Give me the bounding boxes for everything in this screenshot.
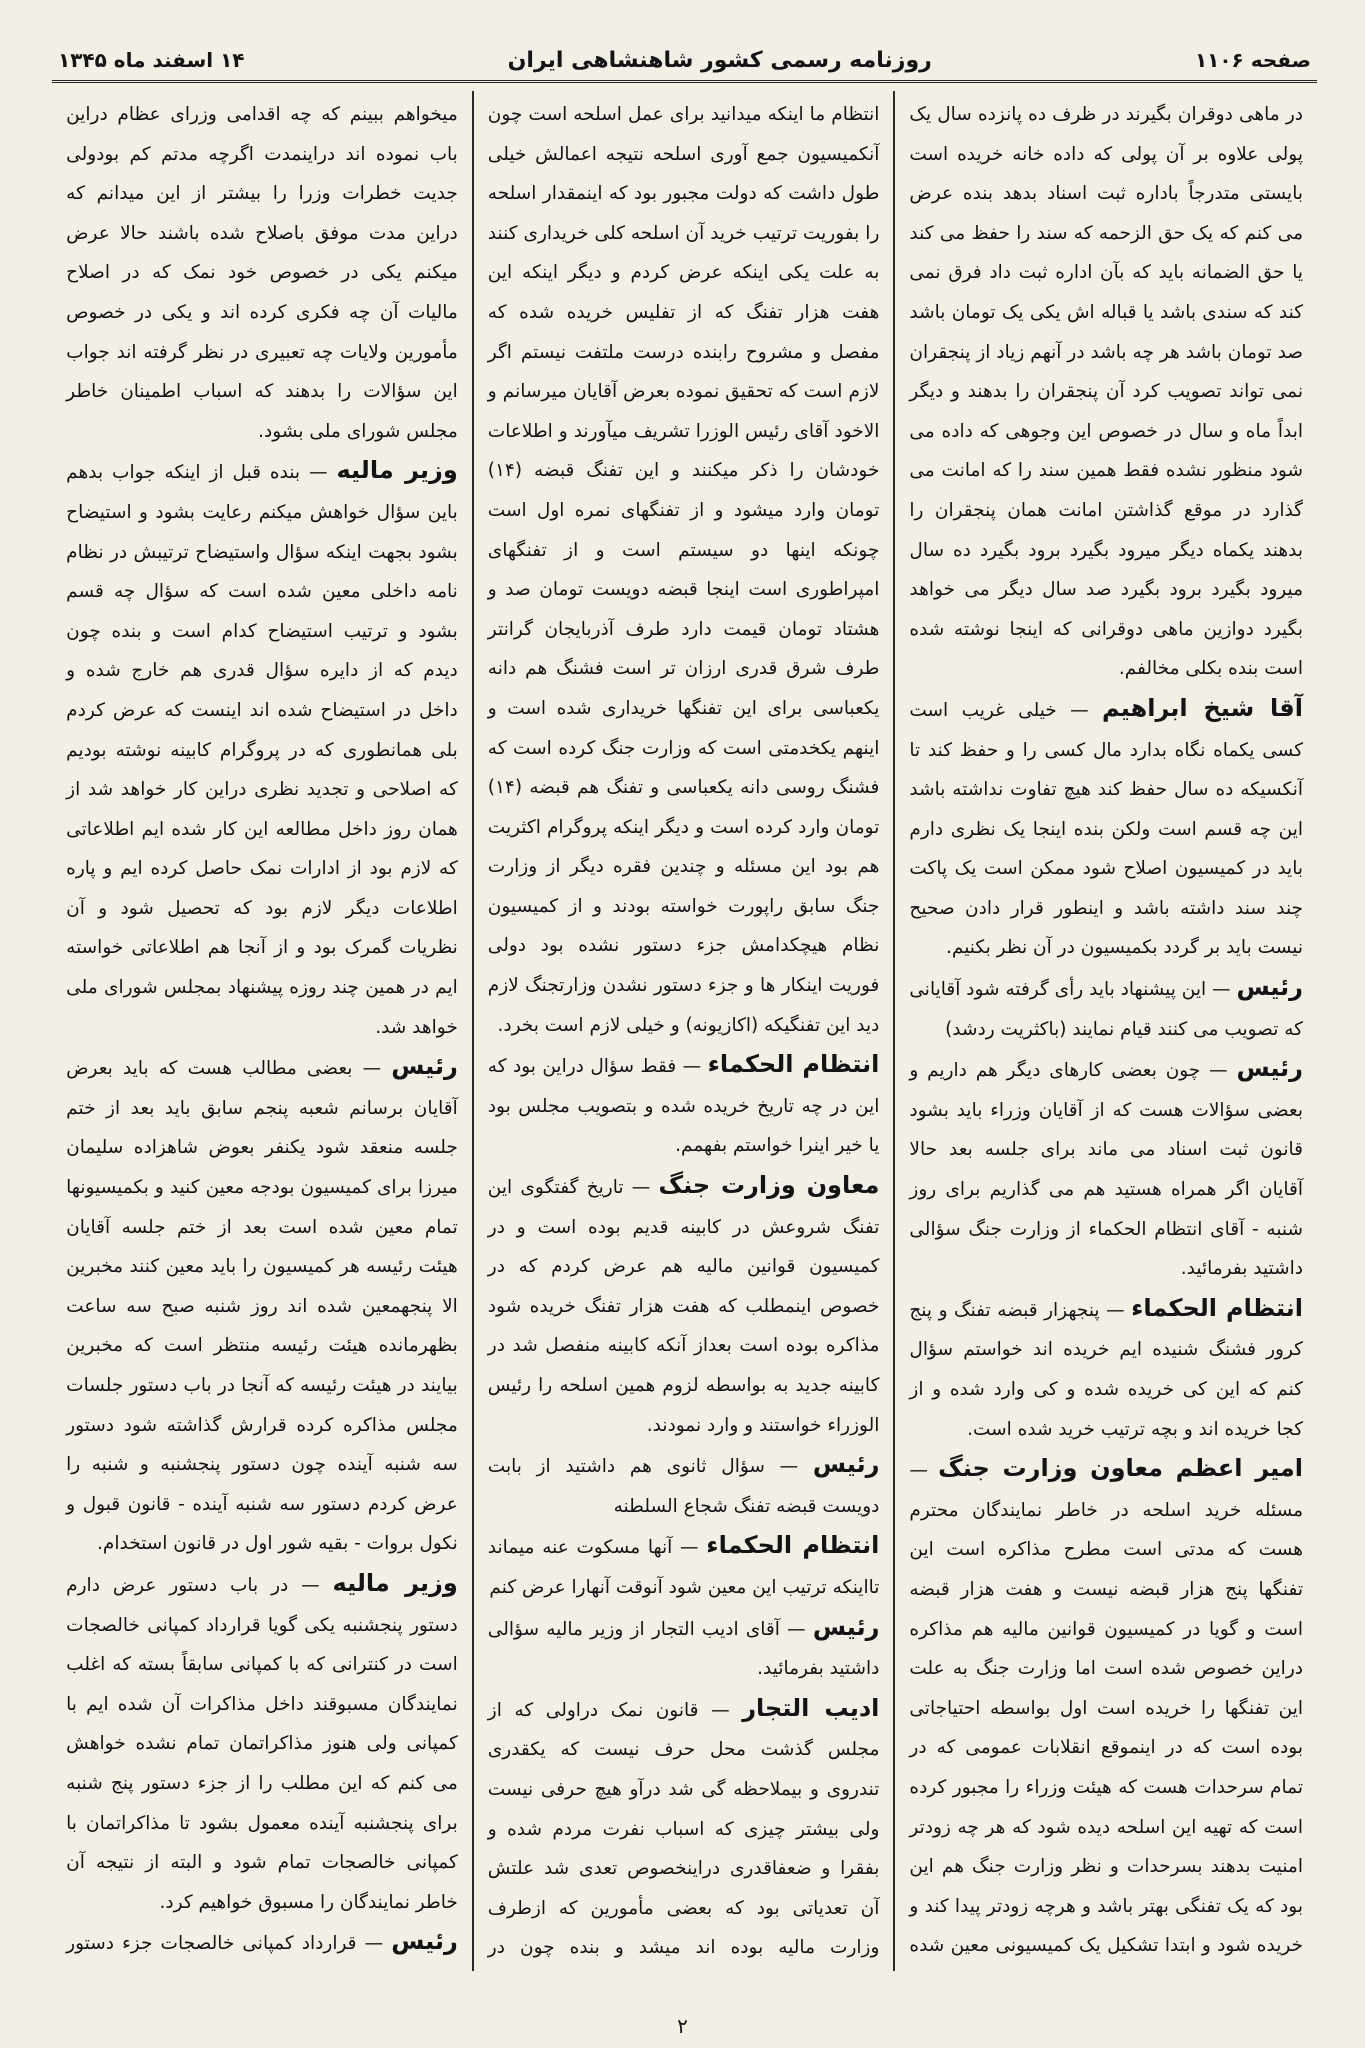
paragraph: امیر اعظم معاون وزارت جنگ — مسئله خرید اسلحه در خاطر نمایندگان محترم هست که مدتی است مطرح مذاکره است این تفنگها پنج هزار قبضه نیست و هفت هزار قبضه است و گویا در کمیسیون قوانین مالیه هم مذاکره دراین خصوص شده است اما وزارت جنگ به علت این تفنگها را خریده است اول بواسطه احتیاجاتی بوده است که در اینموقع انقلابات عمومی که در تمام سرحدات هست که هیئت وزراء را مجبور کرده است که تهیه این اسلحه دیده شود که هر چه زودتر امنیت بدهند بسرحدات و نظر وزارت جنگ هم این بود که یک تفنگی بهتر باشد و هرچه زودتر پیدا کند و خریده شود و ابتدا تشکیل یک کمیسیونی معین شده — [909, 1449, 1303, 1971]
paragraph: وزیر مالیه — در باب دستور عرض دارم دستور پنجشنبه یکی گویا قرارداد کمپانی خالصجات است در کنترانی که با کمپانی سابقاً بسته که اغلب نمایندگان مسبوقند داخل مذاکرات آن شده ایم با کمپانی ولی هنوز مذاکراتمان تمام نشده خواهش می کنم که این مطلب را از جزء دستور پنج شنبه برای پنجشنبه آینده معمول بشود تا مذاکراتمان با کمپانی خالصجات تمام شود و البته از نتیجه آن خاطر نمایندگان را مسبوق خواهیم کرد. — [66, 1568, 458, 1913]
speaker-name: انتظام الحکماء — [707, 1050, 880, 1079]
speaker-name: انتظام الحکماء — [706, 1531, 880, 1560]
paragraph-text: قرارداد کمپانی خالصجات جزء دستور — [66, 1933, 357, 1955]
speaker-name: انتظام الحکماء — [1131, 1293, 1304, 1322]
text-columns — [52, 91, 1317, 1971]
paragraph-text: در باب دستور عرض دارم دستور پنجشنبه یکی گویا قرارداد کمپانی خالصجات است در کنترانی که با کمپانی سابقاً بسته که اغلب نمایندگان مسبوقند داخل مذاکرات آن شده ایم با کمپانی ولی هنوز مذاکراتمان تمام نشده خواهش می کنم که این مطلب را از جزء دستور پنج شنبه برای پنجشنبه آینده معمول بشود تا مذاکراتمان با کمپانی خالصجات تمام شود و البته از نتیجه آن خاطر نمایندگان را مسبوق خواهیم کرد. — [66, 1574, 458, 1913]
paragraph-text: در ماهی دوقران بگیرند در ظرف ده پانزده سال یک پولی علاوه بر آن پولی که داده خانه خریده است بایستی متدرجاً باداره ثبت اسناد بدهد بنده عرض می کنم که یک حق الزحمه که سند را حفظ می کند یا حق الضمانه باید که بآن اداره ثبت داد فرق نمی کند که سندی باشد یا قباله اش یکی یک تومان باشد صد تومان باشد هر چه باشد در آنهم زیاد از پنجقران نمی تواند تصویب کرد آن پنجقران را بدهند و دیگر ابداً ماه و سال در خصوص این وجوهی که داده می شود منظور نشده فقط همین سند را که امانت می گذارد در موقع گذاشتن امانت همان پنجقران را بدهند یکماه دیگر میرود بگیرد برود بگیرد ده سال میرود بگیرد برود بگیرد صد سال دیگر می خواهد بگیرد دوازین ماهی دوقرانی که اینجا نوشته شده است بنده بکلی مخالفم. — [909, 104, 1303, 680]
speaker-name: رئیس — [812, 1450, 880, 1479]
paragraph: معاون وزارت جنگ — تاریخ گفتگوی این تفنگ شروعش در کابینه قدیم بوده است و در کمیسیون قوانین مالیه هم عرض کردم که در خصوص اینمطلب که هفت هزار تفنگ خریده شود مذاکره بوده است بعداز آنکه کابینه منفصل شد در کابینه جدید به بواسطه لزوم همین اسلحه را رئیس الوزراء خواستند و وارد نمودند. — [487, 1171, 880, 1436]
speaker-name: رئیس — [391, 1052, 458, 1081]
speaker-name: رئیس — [1236, 973, 1303, 1002]
paragraph-text: مسئله خرید اسلحه در خاطر نمایندگان محترم هست که مدتی است مطرح مذاکره است این تفنگها پنج هزار قبضه نیست و هفت هزار قبضه است و گویا در کمیسیون قوانین مالیه هم مذاکره دراین خصوص شده است اما وزارت جنگ به علت این تفنگها را خریده است اول بواسطه احتیاجاتی بوده است که در اینموقع انقلابات عمومی که در تمام سرحدات هست که هیئت وزراء را مجبور کرده است که تهیه این اسلحه دیده شود که هر چه زودتر امنیت بدهند بسرحدات و نظر وزارت جنگ هم این بود که یک تفنگی بهتر باشد و هرچه زودتر پیدا کند و خریده شود و ابتدا تشکیل یک کمیسیونی معین شده — [909, 1499, 1303, 1957]
paragraph-text: قانون نمک دراولی که از مجلس گذشت محل حرف نیست که یکقدری تندروی و بیملاحظه گی شد درآو هیچ حرفی نیست ولی بیشتر چیزی که اسباب نفرت مردم شده و بفقرا و ضعفاقدری دراینخصوص تعدی شد علتش آن تعدیاتی بود که بعضی مأمورین که ازطرف وزارت مالیه بوده اند میشد و بنده چون در — [487, 1699, 880, 1959]
speaker-name: ادیب التجار — [742, 1693, 880, 1722]
speaker-name: وزیر مالیه — [332, 1568, 458, 1597]
paragraph: انتظام الحکماء — پنجهزار قبضه تفنگ و پنج کرور فشنگ شنیده ایم خریده اند خواستم سؤال کنم که این کی خریده شده و کی وارد شده و از کجا خریده اند و بچه ترتیب خرید شده است. — [909, 1293, 1304, 1440]
page-number: ۲ — [677, 2014, 688, 2038]
speaker-name: امیر اعظم معاون وزارت جنگ — [938, 1454, 1304, 1483]
paragraph: انتظام الحکماء — آنها مسکوت عنه میماند تااینکه ترتیب این معین شود آنوقت آنهارا عرض کنم — [487, 1531, 880, 1598]
paragraph-text: میخواهم ببینم که چه اقدامی وزرای عظام دراین باب نموده اند دراینمدت اگرچه مدتم کم بودولی جدیت خطرات وزرا را بیشتر از این میدانم که دراین مدت موفق باصلاح شده باشند حالا عرض میکنم یکی در خصوص خود نمک که در اصلاح مالیات آن چه فکری کرده اند و یکی در خصوص مأمورین ولایات چه تعبیری در نظر گرفته اند جواب این سؤالات را بدهند که اسباب اطمینان خاطر مجلس شورای ملی بشود. — [66, 104, 458, 442]
paragraph-text: چون بعضی کارهای دیگر هم داریم و بعضی سؤالات هست که از آقایان وزراء باید بشود قانون ثبت اسناد می ماند برای جلسه بعد حالا آقایان اگر همراه هستید هم می گذاریم برای روز شنبه - آقای انتظام الحکماء از وزارت جنگ سؤالی داشتید بفرمائید. — [909, 1060, 1303, 1280]
speaker-name: آقا شیخ ابراهیم — [1101, 693, 1303, 722]
paragraph: رئیس — این پیشنهاد باید رأی گرفته شود آقایانی که تصویب می کنند قیام نمایند (باکثریت ردشد) — [909, 973, 1303, 1040]
paragraph-text: فقط سؤال دراین بود که این در چه تاریخ خریده شده و بتصویب مجلس بود یا خیر اینرا خواستم بفهمم. — [487, 1056, 880, 1157]
page-label: صفحه ۱۱۰۶ — [1194, 48, 1311, 72]
paragraph: رئیس — بعضی مطالب هست که باید بعرض آقایان برسانم شعبه پنجم سابق باید بعد از ختم جلسه منعقد شود یکنفر بعوض شاهزاده سلیمان میرزا برای کمیسیون بودجه معین کنید و بکمیسیونها تمام معین شده است بعد از ختم جلسه آقایان هیئت رئیسه هر کمیسیون را باید معین کنند مخبرین الا پنجهمعین شده اند روز شنبه صبح سه ساعت بظهرمانده هیئت رئیسه منتظر است که مخبرین بیایند در هیئت رئیسه که آنجا در باب دستور جلسات مجلس مذاکره کرده قرارش گذاشته شود دستور سه شنبه آینده چون دستور پنجشنبه و شنبه را عرض کردم دستور سه شنبه آینده - قانون قبول و نکول بروات - بقیه شور اول در قانون استخدام. — [66, 1052, 458, 1555]
paragraph-text: تاریخ گفتگوی این تفنگ شروعش در کابینه قدیم بوده است و در کمیسیون قوانین مالیه هم عرض کردم که در خصوص اینمطلب که هفت هزار تفنگ خریده شود مذاکره بوده است بعداز آنکه کابینه منفصل شد در کابینه جدید به بواسطه لزوم همین اسلحه را رئیس الوزراء خواستند و وارد نمودند. — [487, 1177, 880, 1436]
paragraph-text: بنده قبل از اینکه جواب بدهم باین سؤال خواهش میکنم رعایت بشود و استیضاح بشود بجهت اینکه سؤال واستیضاح ترتیبش در نظام نامه داخلی معین شده است که سؤال چه قسم بشود و ترتیب استیضاح کدام است و بنده چون دیدم که از دایره سؤال قدری هم خارج شده و داخل در استیضاح شده اند اینست که عرض کردم بلی همانطوری که در پروگرام کابینه نوشته بودیم که اصلاحی و تجدید نظری دراین کار خواهد شد از همان روز داخل مطالعه این کار شده ایم اطلاعاتی که لازم بود از ادارات نمک حاصل کرده ایم و پاره اطلاعات دیگر لازم بود که تحصیل شود و آن نظریات گمرک بود و از آنجا هم اطلاعاتی خواسته ایم در همین چند روزه پیشنهاد بمجلس شورای ملی خواهد شد. — [66, 462, 458, 1038]
speaker-name: رئیس — [1236, 1054, 1303, 1083]
paragraph-text: سؤال ثانوی هم داشتید از بابت دویست قبضه تفنگ شجاع السلطنه — [487, 1456, 880, 1517]
speaker-name: معاون وزارت جنگ — [658, 1171, 880, 1200]
paragraph-text: بعضی مطالب هست که باید بعرض آقایان برسانم شعبه پنجم سابق باید بعد از ختم جلسه منعقد شود یکنفر بعوض شاهزاده سلیمان میرزا برای کمیسیون بودجه معین کنید و بکمیسیونها تمام معین شده است بعد از ختم جلسه آقایان هیئت رئیسه هر کمیسیون را باید معین کنند مخبرین الا پنجهمعین شده اند روز شنبه صبح سه ساعت بظهرمانده هیئت رئیسه منتظر است که مخبرین بیایند در هیئت رئیسه که آنجا در باب دستور جلسات مجلس مذاکره کرده قرارش گذاشته شود دستور سه شنبه آینده چون دستور پنجشنبه و شنبه را عرض کردم دستور سه شنبه آینده - قانون قبول و نکول بروات - بقیه شور اول در قانون استخدام. — [66, 1058, 458, 1555]
paragraph: آقا شیخ ابراهیم — خیلی غریب است کسی یکماه نگاه بدارد مال کسی را و حفظ کند تا آنکسیکه ده سال حفظ کند هیچ تفاوت نداشته باشد این چه قسم است ولکن بنده اینجا یک نظری دارم باید در کمیسیون اصلاح شود ممکن است یک پاکت چند سند داشته باشد و اینطور قرار دادن صحیح نیست باید بر گردد بکمیسیون در آن نظر بکنیم. — [909, 693, 1303, 959]
page-header — [52, 40, 1317, 83]
paragraph — [488, 95, 880, 1045]
paragraph: رئیس — آقای ادیب التجار از وزیر مالیه سؤالی داشتید بفرمائید. — [487, 1612, 880, 1680]
paragraph-text: این پیشنهاد باید رأی گرفته شود آقایانی که تصویب می کنند قیام نمایند (باکثریت ردشد) — [909, 979, 1303, 1040]
paragraph-text: پنجهزار قبضه تفنگ و پنج کرور فشنگ شنیده ایم خریده اند خواستم سؤال کنم که این کی خریده شده و کی وارد شده و از کجا خریده اند و بچه ترتیب خرید شده است. — [909, 1299, 1303, 1440]
speaker-name: وزیر مالیه — [336, 456, 458, 485]
paragraph-text: آنها مسکوت عنه میماند تااینکه ترتیب این معین شود آنوقت آنهارا عرض کنم — [487, 1537, 880, 1598]
paragraph — [66, 95, 458, 451]
paragraph: رئیس — چون بعضی کارهای دیگر هم داریم و بعضی سؤالات هست که از آقایان وزراء باید بشود قانون ثبت اسناد می ماند برای جلسه بعد حالا آقایان اگر همراه هستید هم می گذاریم برای روز شنبه - آقای انتظام الحکماء از وزارت جنگ سؤالی داشتید بفرمائید. — [909, 1054, 1303, 1280]
paragraph-text: انتظام ما اینکه میدانید برای عمل اسلحه است چون آنکمیسیون جمع آوری اسلحه نتیجه اعمالش خیلی طول داشت که دولت مجبور بود که اینمقدار اسلحه را بفوریت ترتیب خرید آن اسلحه کلی خریداری کنند به علت یکی اینکه عرض کردم و دیگر اینکه این هفت هزار تفنگ که از تفلیس خریده شده که مفصل و مشروح رابنده درست ملتفت نیستم اگر لازم است که تحقیق نموده بعرض آقایان میرسانم و الاخود آقای رئیس الوزرا تشریف میآورند و اطلاعات خودشان را ذکر میکنند و این تفنگ قبضه (۱۴) تومان وارد میشود و از تفنگهای نمره اول است چونکه اینها دو سیستم است و از تفنگهای امپراطوری است اینجا قبضه دویست تومان صد و هشتاد تومان قیمت دارد طرف آذربایجان گرانتر طرف شرق قدری ارزان تر است فشنگ هم دانه یکعباسی برای این تفنگها خریداری شده است و اینهم یکخدمتی است که وزارت جنگ کرده است که فشنگ روسی دانه یکعباسی و تفنگ هم قبضه (۱۴) تومان وارد کرده است و دیگر اینکه پروگرام اکثریت هم بود این مسئله و چندین فقره دیگر از وزارت جنگ سابق راپورت خواسته بودند و از کمیسیون نظام هیچکدامش جزء دستور نشده بود دولی فوریت اینکار ها و جزء دستور نشدن وزارتجنگ لازم دید این تفنگیکه (اکازیونه) و خیلی لازم است بخرد. — [487, 104, 880, 1036]
issue-date: ۱۴ اسفند ماه ۱۳۴۵ — [58, 48, 245, 72]
paragraph: وزیر مالیه — بنده قبل از اینکه جواب بدهم باین سؤال خواهش میکنم رعایت بشود و استیضاح بشود بجهت اینکه سؤال واستیضاح ترتیبش در نظام نامه داخلی معین شده است که سؤال چه قسم بشود و ترتیب استیضاح کدام است و بنده چون دیدم که از دایره سؤال قدری هم خارج شده و داخل در استیضاح شده اند اینست که عرض کردم بلی همانطوری که در پروگرام کابینه نوشته بودیم که اصلاحی و تجدید نظری دراین کار خواهد شد از همان روز داخل مطالعه این کار شده ایم اطلاعاتی که لازم بود از ادارات نمک حاصل کرده ایم و پاره اطلاعات دیگر لازم بود که تحصیل شود و آن نظریات گمرک بود و از آنجا هم اطلاعاتی خواسته ایم در همین چند روزه پیشنهاد بمجلس شورای ملی خواهد شد. — [66, 456, 458, 1038]
column-right — [895, 91, 1317, 1971]
speaker-name: رئیس — [812, 1612, 880, 1641]
column-middle — [474, 91, 896, 1971]
paragraph: انتظام الحکماء — فقط سؤال دراین بود که این در چه تاریخ خریده شده و بتصویب مجلس بود یا خیر اینرا خواستم بفهمم. — [487, 1050, 880, 1157]
speaker-name: رئیس — [391, 1927, 458, 1956]
paragraph: رئیس — سؤال ثانوی هم داشتید از بابت دویست قبضه تفنگ شجاع السلطنه — [487, 1450, 880, 1517]
paragraph-text: خیلی غریب است کسی یکماه نگاه بدارد مال کسی را و حفظ کند تا آنکسیکه ده سال حفظ کند هیچ تفاوت نداشته باشد این چه قسم است ولکن بنده اینجا یک نظری دارم باید در کمیسیون اصلاح شود ممکن است یک پاکت چند سند داشته باشد و اینطور قرار دادن صحیح نیست باید بر گردد بکمیسیون در آن نظر بکنیم. — [909, 699, 1303, 959]
paragraph-text: آقای ادیب التجار از وزیر مالیه سؤالی داشتید بفرمائید. — [487, 1618, 880, 1680]
newspaper-title: روزنامه رسمی کشور شاهنشاهی ایران — [507, 47, 932, 73]
column-left — [52, 91, 474, 1971]
paragraph — [909, 95, 1303, 689]
paragraph: ادیب التجار — قانون نمک دراولی که از مجلس گذشت محل حرف نیست که یکقدری تندروی و بیملاحظه گی شد درآو هیچ حرفی نیست ولی بیشتر چیزی که اسباب نفرت مردم شده و بفقرا و ضعفاقدری دراینخصوص تعدی شد علتش آن تعدیاتی بود که بعضی مأمورین که ازطرف وزارت مالیه بوده اند میشد و بنده چون در — [488, 1689, 880, 1971]
paragraph: رئیس — قرارداد کمپانی خالصجات جزء دستور — [66, 1922, 458, 1971]
